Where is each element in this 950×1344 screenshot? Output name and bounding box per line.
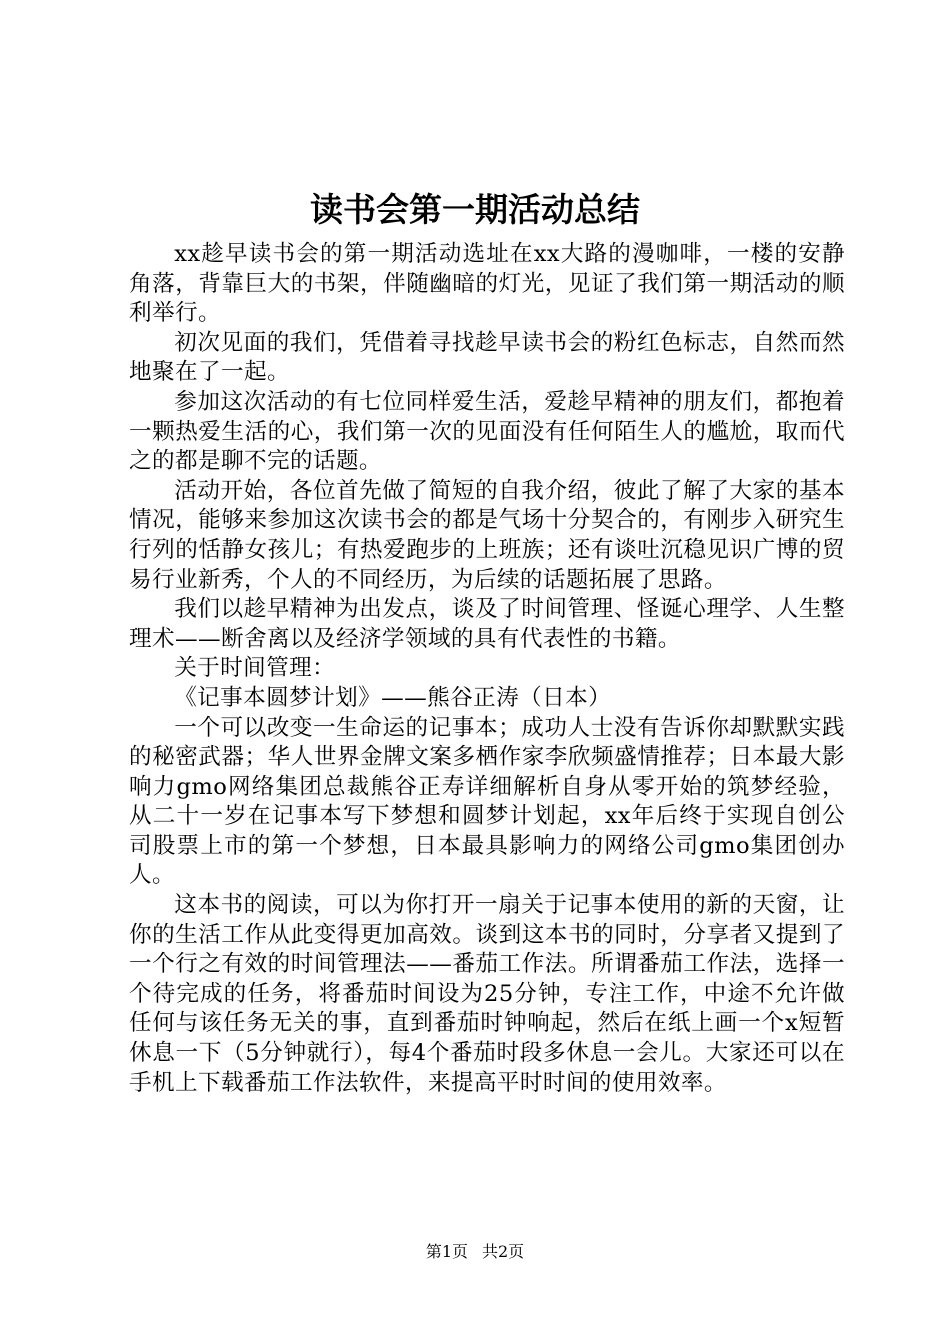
book-title: 《记事本圆梦计划》——熊谷正涛（日本）: [174, 684, 612, 711]
page-footer: [0, 1240, 950, 1264]
paragraph: 活动开始，各位首先做了简短的自我介绍，彼此了解了大家的基本情况，能够来参加这次读书会的都是气场十分契合的，有刚步入研究生行列的恬静女孩儿；有热爱跑步的上班族；还有谈吐沉稳见识广博的贸易行业新秀，个人的不同经历，为后续的话题拓展了思路。: [129, 477, 845, 593]
page-number: 第1页: [425, 1242, 468, 1261]
paragraph: xx趁早读书会的第一期活动选址在xx大路的漫咖啡，一楼的安静角落，背靠巨大的书架，伴随幽暗的灯光，见证了我们第一期活动的顺利举行。: [129, 241, 845, 327]
paragraph: 初次见面的我们，凭借着寻找趁早读书会的粉红色标志，自然而然地聚在了一起。: [129, 329, 845, 386]
paragraph: 我们以趁早精神为出发点，谈及了时间管理、怪诞心理学、人生整理术——断舍离以及经济学领域的具有代表性的书籍。: [129, 596, 845, 652]
paragraph: 一个可以改变一生命运的记事本；成功人士没有告诉你却默默实践的秘密武器；华人世界金牌文案多栖作家李欣频盛情推荐；日本最大影响力gmo网络集团总裁熊谷正寿详细解析自身从零开始的筑梦经验，从二十一岁在记事本写下梦想和圆梦计划起，xx年后终于实现自创公司股票上市的第一个梦想，日本最具影响力的网络公司gmo集团创办人。: [129, 714, 845, 889]
paragraph: 参加这次活动的有七位同样爱生活，爱趁早精神的朋友们，都抱着一颗热爱生活的心，我们第一次的见面没有任何陌生人的尴尬，取而代之的都是聊不完的话题。: [129, 388, 845, 475]
paragraph: 这本书的阅读，可以为你打开一扇关于记事本使用的新的天窗，让你的生活工作从此变得更加高效。谈到这本书的同时，分享者又提到了一个行之有效的时间管理法——番茄工作法。所谓番茄工作法，选择一个待完成的任务，将番茄时间设为25分钟，专注工作，中途不允许做任何与该任务无关的事，直到番茄时钟响起，然后在纸上画一个x短暂休息一下（5分钟就行），每4个番茄时段多休息一会儿。大家还可以在手机上下载番茄工作法软件，来提高平时时间的使用效率。: [129, 892, 845, 1096]
page-total: 共2页: [482, 1242, 525, 1261]
document-title: 读书会第一期活动总结: [310, 190, 640, 229]
document-body: [129, 240, 845, 1098]
section-heading-time-management: 关于时间管理：: [174, 655, 336, 682]
